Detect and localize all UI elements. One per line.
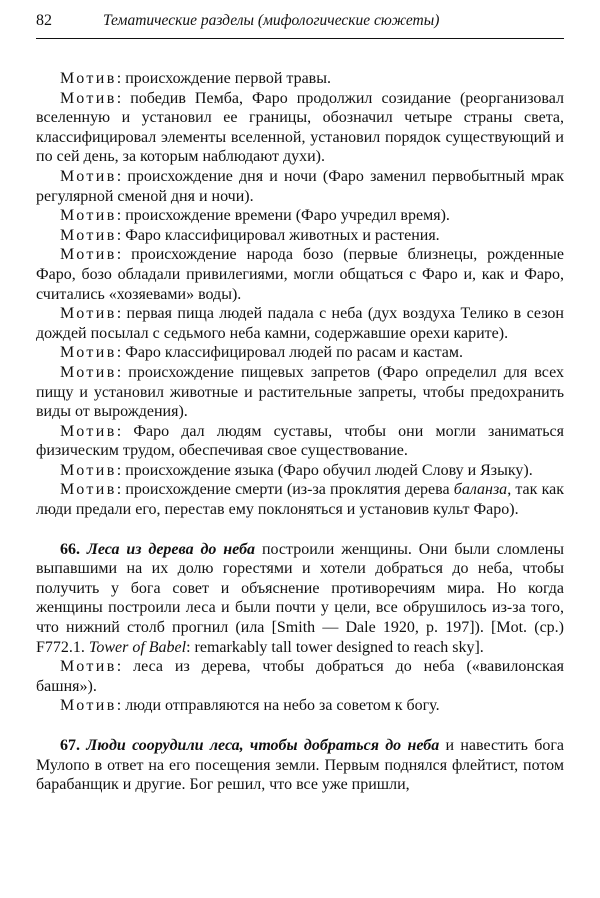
section-67 [36, 736, 564, 795]
motif-paragraph: Мотив: леса из дерева, чтобы добраться до неба («вавилонская башня»). [36, 658, 564, 695]
motif-label: Мотив [60, 246, 117, 264]
motif-text: Фаро классифицировал людей по расам и кастам. [125, 344, 464, 362]
section-paragraph [36, 736, 564, 795]
motif-text: происхождение пищевых запретов (Фаро определил для всех пищу и установил животные и растительные запреты, чтобы предохранить виды от вырождения). [36, 363, 564, 421]
motif-label: Мотив [60, 167, 117, 185]
motif-text: , так как люди предали его, перестав ему поклоняться и установив культ Фаро). [36, 481, 565, 519]
motif-paragraph: Мотив: Фаро дал людям суставы, чтобы они могли заниматься физическим трудом, обеспечивая свое существование. [36, 422, 564, 460]
motif-paragraph: Мотив: происхождение языка (Фаро обучил людей Слову и Языку). [60, 461, 533, 479]
motif-label: Мотив [60, 461, 117, 479]
motif-text: Фаро дал людям суставы, чтобы они могли заниматься физическим трудом, обеспечивая свое существование. [36, 422, 564, 460]
motif-text: победив Пемба, Фаро продолжил созидание (реорганизовал вселенную и установил ее границы, обозначил четыре страны света, классифицировал элементы вселенной, установил порядок существующий и по сей день, за которым наблюдают духи). [36, 89, 564, 166]
motif-text: леса из дерева, чтобы добраться до неба («вавилонская башня»). [36, 658, 564, 695]
motif-paragraph: Мотив: происхождение времени (Фаро учредил время). [60, 207, 450, 225]
section-66 [36, 540, 564, 716]
motif-index-title: Tower of Babel [88, 638, 187, 656]
motif-paragraph: Мотив: происхождение первой травы. [60, 70, 331, 87]
motif-paragraph: Мотив: Фаро классифицировал животных и растения. [60, 226, 440, 244]
motif-italic-term: баланза [453, 481, 508, 499]
motif-text: происхождение языка (Фаро обучил людей Слову и Языку). [125, 461, 533, 479]
motif-text: происхождение времени (Фаро учредил время). [125, 207, 450, 225]
header-rule [36, 38, 564, 39]
motif-list [36, 657, 564, 716]
motif-label: Мотив [60, 422, 117, 440]
page-header [36, 12, 564, 40]
section-text: : remarkably tall tower designed to reach sky]. [186, 638, 484, 656]
motif-label: Мотив [60, 697, 117, 715]
motif-text: Фаро классифицировал животных и растения. [125, 226, 440, 244]
section-text: построили женщины. Они были сломлены выпавшими на их долю горестями и хотели добраться до неба, чтобы получить у бога совет и объяснение противоречиям мира. Но когда женщины построили леса и были почти у цели, все обрушилось из-за того, что нижний столб прогнил (ила [Smith — Dale 1920, p. 197]). [Mot. (cp.) F772.1. [36, 540, 565, 656]
motif-paragraph: Мотив: происхождение народа бозо (первые близнецы, рожденные Фаро, бозо обладали привилегиями, могли общаться с Фаро и, как и Фаро, считались «хозяевами» воды). [36, 246, 565, 303]
motif-paragraph: Мотив: люди отправляются на небо за советом к богу. [60, 697, 440, 715]
motif-label: Мотив [60, 89, 117, 107]
motif-paragraph: Мотив: победив Пемба, Фаро продолжил созидание (реорганизовал вселенную и установил ее границы, обозначил четыре страны света, классифицировал элементы вселенной, установил порядок существующий и по сей день, за которым наблюдают духи). [36, 89, 564, 166]
section-title: Леса из дерева до неба [86, 540, 256, 558]
motif-paragraph: Мотив: Фаро классифицировал людей по расам и кастам. [60, 344, 464, 362]
motif-label: Мотив [60, 344, 117, 362]
motif-label: Мотив [60, 481, 117, 499]
motif-label: Мотив [60, 658, 117, 676]
page-number: 82 [36, 12, 52, 29]
section-text: и навестить бога Мулопо в ответ на его посещения земли. Первым поднялся флейтист, потом барабанщик и другие. Бог решил, что все уже пришли, [36, 737, 565, 794]
motif-paragraph: Мотив: происхождение пищевых запретов (Фаро определил для всех пищу и установил животные и растительные запреты, чтобы предохранить виды от вырождения). [36, 363, 564, 421]
motif-label: Мотив [60, 305, 117, 323]
motif-list [36, 69, 564, 480]
motif-paragraph: Мотив: первая пища людей падала с неба (дух воздуха Телико в сезон дождей посылал с седьмого неба камни, содержавшие орехи карите). [36, 305, 564, 342]
motif-text: происхождение народа бозо (первые близнецы, рожденные Фаро, бозо обладали привилегиями, могли общаться с Фаро и, как и Фаро, считались «хозяевами» воды). [36, 246, 565, 303]
motif-paragraph: Мотив: происхождение смерти (из-за проклятия дерева баланза, так как люди предали его, перестав ему поклоняться и установив культ Фаро). [36, 481, 565, 519]
motif-label: Мотив [60, 70, 117, 87]
section-paragraph [36, 540, 564, 658]
motif-label: Мотив [60, 207, 117, 225]
motif-text: происхождение дня и ночи (Фаро заменил первобытный мрак регулярной сменой дня и ночи). [36, 167, 565, 205]
motif-text: люди отправляются на небо за советом к богу. [125, 697, 440, 715]
section-title: Люди соорудили леса, чтобы добраться до неба [86, 737, 440, 754]
section-number: 66. [60, 540, 80, 558]
motif-paragraph: Мотив: происхождение дня и ночи (Фаро заменил первобытный мрак регулярной сменой дня и ночи). [36, 167, 565, 205]
motif-text: происхождение первой травы. [125, 70, 331, 87]
section-number: 67. [60, 737, 80, 754]
running-head: Тематические разделы (мифологические сюжеты) [103, 12, 440, 29]
motif-label: Мотив [60, 363, 117, 381]
motif-text: первая пища людей падала с неба (дух воздуха Телико в сезон дождей посылал с седьмого неба камни, содержавшие орехи карите). [36, 305, 564, 342]
motif-label: Мотив [60, 226, 117, 244]
page-body [36, 69, 564, 795]
motif-text: происхождение смерти (из-за проклятия дерева [125, 481, 454, 499]
